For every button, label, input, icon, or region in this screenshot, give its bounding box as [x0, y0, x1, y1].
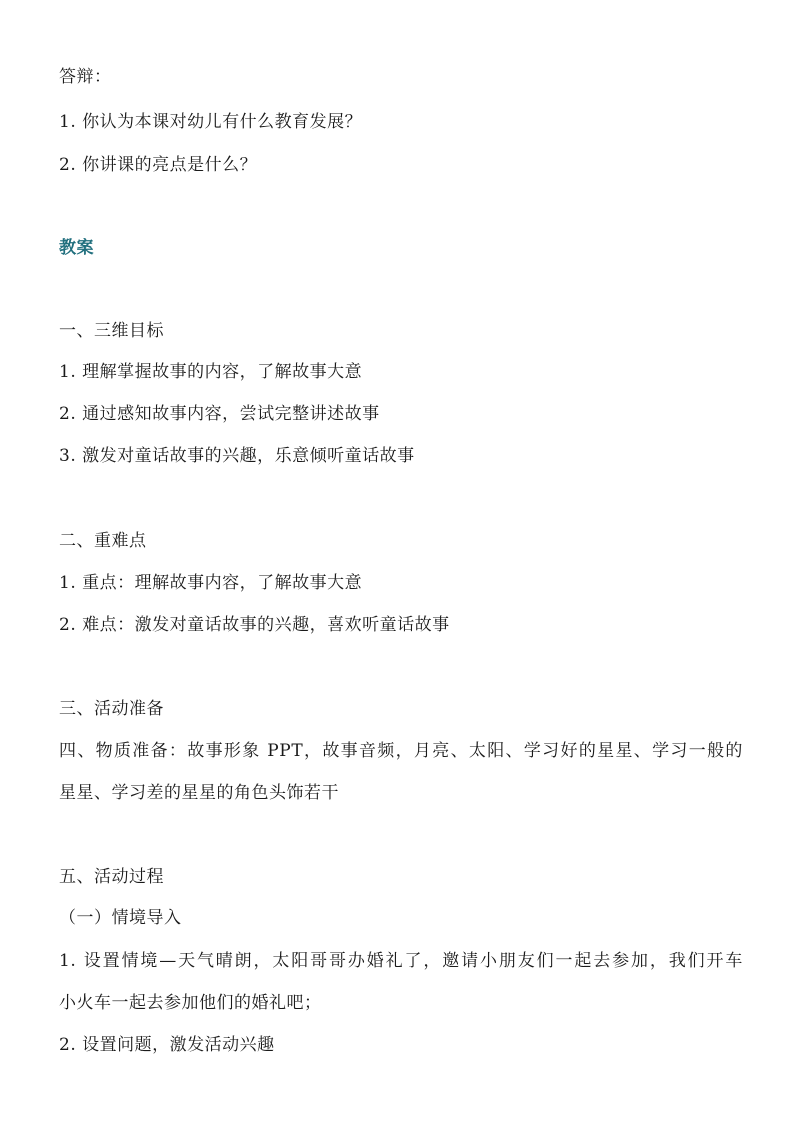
- section-2-item-1: 1. 重点：理解故事内容，了解故事大意: [59, 573, 363, 593]
- section-1-heading: 一、三维目标: [59, 321, 164, 341]
- section-2-heading: 二、重难点: [59, 531, 147, 551]
- section-5-item-2: 2. 设置问题，激发活动兴趣: [59, 1035, 275, 1055]
- section-3-heading: 三、活动准备: [59, 699, 164, 719]
- section-5-item-1-line-2: 小火车一起去参加他们的婚礼吧；: [59, 993, 322, 1013]
- section-5-heading: 五、活动过程: [59, 867, 164, 887]
- defense-question-1: 1. 你认为本课对幼儿有什么教育发展？: [59, 112, 363, 132]
- defense-label: 答辩：: [59, 67, 112, 87]
- section-2-item-2: 2. 难点：激发对童话故事的兴趣，喜欢听童话故事: [59, 615, 450, 635]
- section-4-line-2: 星星、学习差的星星的角色头饰若干: [59, 783, 339, 803]
- section-5-item-1-line-1: 1. 设置情境—天气晴朗，太阳哥哥办婚礼了，邀请小朋友们一起去参加，我们开车: [59, 951, 743, 971]
- section-1-item-3: 3. 激发对童话故事的兴趣，乐意倾听童话故事: [59, 446, 415, 466]
- section-5-subheading: （一）情境导入: [59, 908, 182, 928]
- lesson-plan-title: 教案: [59, 238, 94, 258]
- section-1-item-1: 1. 理解掌握故事的内容，了解故事大意: [59, 362, 363, 382]
- section-4-line-1: 四、物质准备：故事形象 PPT，故事音频，月亮、太阳、学习好的星星、学习一般的: [59, 741, 743, 761]
- defense-question-2: 2. 你讲课的亮点是什么？: [59, 155, 258, 175]
- section-1-item-2: 2. 通过感知故事内容，尝试完整讲述故事: [59, 404, 380, 424]
